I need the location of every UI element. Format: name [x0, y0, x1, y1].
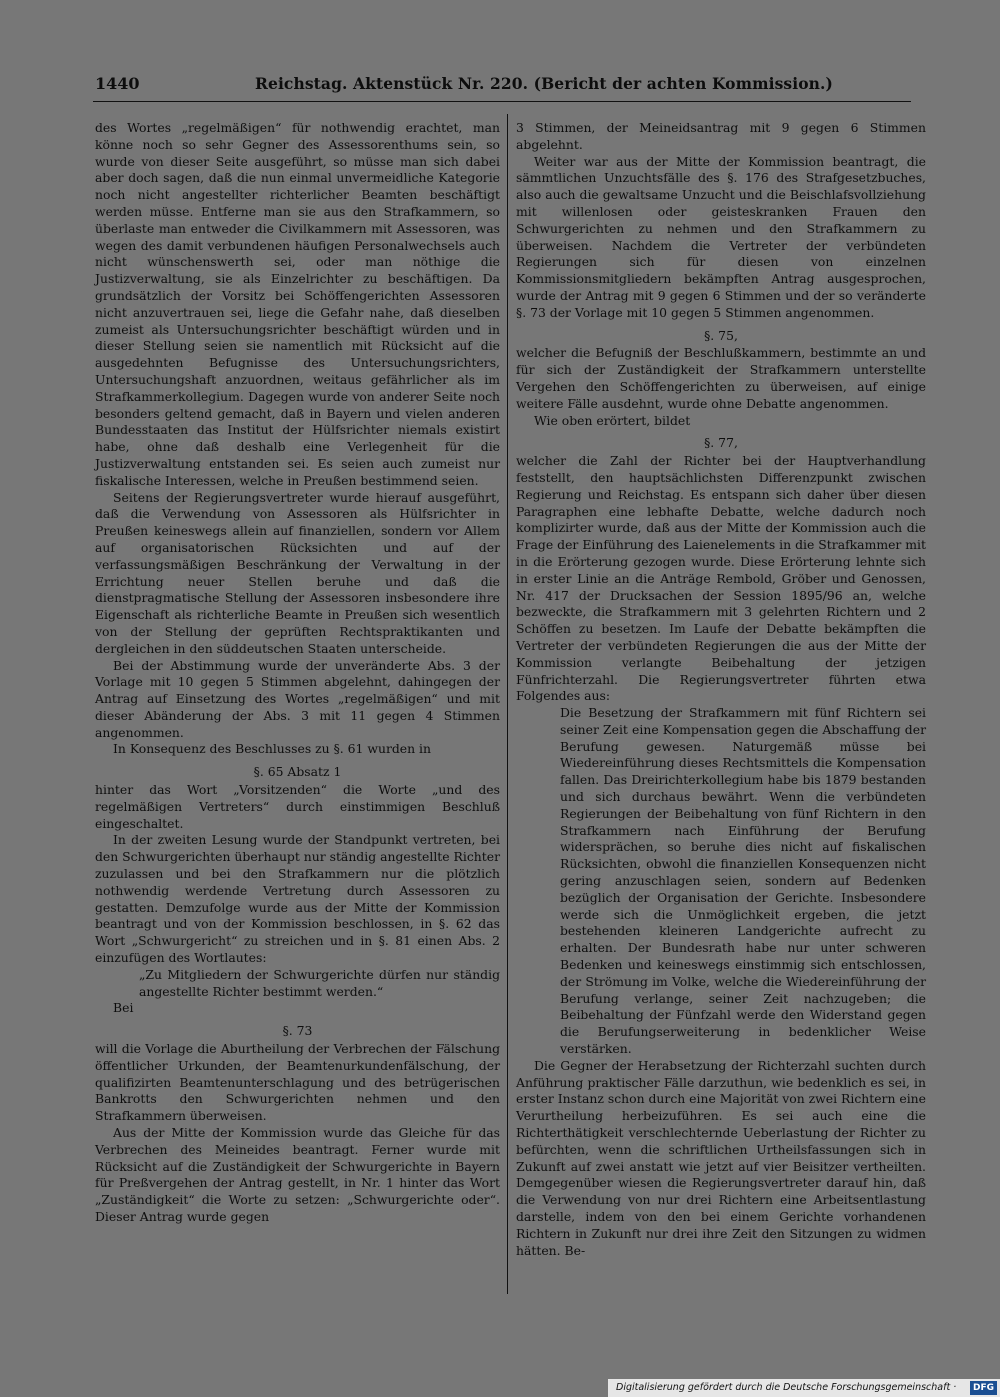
section-heading: §. 65 Absatz 1: [253, 764, 342, 780]
footer-banner: [608, 1379, 1000, 1397]
header-rule: [93, 101, 911, 102]
paragraph: des Wortes „regelmäßigen“ für nothwendig erachtet, man könne noch so sehr Gegner des Assessorenthums sein, so wurde von dieser Seite ausgeführt, so müsse man sich dabei aber doch sagen, daß die nun einmal unvermeidliche Kategorie noch nicht angestellter richterlicher Beamten beschäftigt werden müsse. Entferne man sie aus den Strafkammern, so überlaste man entweder die Civilkammern mit Assessoren, was wegen des damit verbundenen häufigen Personalwechsels auch nicht wünschenswerth sei, oder man nöthige die Justizverwaltung, sie als Einzelrichter zu beschäftigen. Da grundsätzlich der Vorsitz bei Schöffengerichten Assessoren nicht anzuvertrauen sei, liege die Gefahr nahe, daß dieselben zumeist als Untersuchungsrichter beschäftigt würden und in dieser Stellung seien sie namentlich mit Rücksicht auf die ausgedehnten Befugnisse des Untersuchungsrichters, Untersuchungshaft anzuordnen, weitaus gefährlicher als im Strafkammerkollegium. Dagegen wurde von anderer Seite noch besonders geltend gemacht, daß in Bayern und vielen anderen Bundesstaaten das Institut der Hülfsrichter niemals existirt habe, ohne daß deshalb eine Verlegenheit für die Justizverwaltung entstanden sei. Es seien auch zumeist nur fiskalische Interessen, welche in Preußen bestimmend seien.: [95, 120, 500, 488]
section-heading: §. 75,: [704, 327, 738, 343]
paragraph: In Konsequenz des Beschlusses zu §. 61 wurden in: [113, 741, 431, 757]
page-header: [95, 74, 910, 98]
paragraph: Weiter war aus der Mitte der Kommission beantragt, die sämmtlichen Unzuchtsfälle des §. 176 des Strafgesetzbuches, also auch die gewaltsame Unzucht und die Beischlafsvollziehung mit willenlosen oder geisteskranken Frauen den Schwurgerichten zu nehmen und den Strafkammern zu überweisen. Nachdem die Vertreter der verbündeten Regierungen sich für diesen von einzelnen Kommissionsmitgliedern bekämpften Antrag ausgesprochen, wurde der Antrag mit 9 gegen 6 Stimmen und der so veränderte §. 73 der Vorlage mit 10 gegen 5 Stimmen angenommen.: [516, 153, 926, 320]
left-column: [95, 120, 500, 1226]
right-column: [516, 120, 926, 1259]
paragraph: Bei: [113, 1000, 134, 1016]
quoted-text: „Zu Mitgliedern der Schwurgerichte dürfen nur ständig angestellte Richter bestimmt werden.“: [139, 966, 500, 999]
paragraph: hinter das Wort „Vorsitzenden“ die Worte „und des regelmäßigen Vertreters“ durch einstimmigen Beschluß eingeschaltet.: [95, 782, 500, 831]
paragraph: Aus der Mitte der Kommission wurde das Gleiche für das Verbrechen des Meineides beantragt. Ferner wurde mit Rücksicht auf die Zuständigkeit der Schwurgerichte in Bayern für Preßvergehen der Antrag gestellt, in Nr. 1 hinter das Wort „Zuständigkeit“ die Worte zu setzen: „Schwurgerichte oder“. Dieser Antrag wurde gegen: [95, 1125, 500, 1224]
page-number: 1440: [95, 74, 140, 93]
paragraph: welcher die Zahl der Richter bei der Hauptverhandlung feststellt, den hauptsächlichsten Differenzpunkt zwischen Regierung und Reichstag. Es entspann sich daher über diesen Paragraphen eine lebhafte Debatte, welche dadurch noch komplizirter wurde, daß aus der Mitte der Kommission auch die Frage der Einführung des Laienelements in die Strafkammer mit in die Erörterung gezogen wurde. Diese Erörterung lehnte sich in erster Linie an die Anträge Rembold, Gröber und Genossen, Nr. 417 der Drucksachen der Session 1895/96 an, welche bezweckte, die Strafkammern mit 3 gelehrten Richtern und 2 Schöffen zu besetzen. Im Laufe der Debatte bekämpften die Vertreter der verbündeten Regierungen die aus der Mitte der Kommission verlangte Beibehaltung der jetzigen Fünfrichterzahl. Die Regierungsvertreter führten etwa Folgendes aus:: [516, 453, 926, 704]
paragraph: welcher die Befugniß der Beschlußkammern, bestimmte an und für sich der Zuständigkeit der Strafkammern unterstellte Vergehen den Schöffengerichten zu überweisen, auf einige weitere Fälle ausdehnt, wurde ohne Debatte angenommen.: [516, 345, 926, 411]
paragraph: Wie oben erörtert, bildet: [534, 412, 691, 428]
paragraph: In der zweiten Lesung wurde der Standpunkt vertreten, bei den Schwurgerichten überhaupt nur ständig angestellte Richter zuzulassen und bei den Strafkammern nur die plötzlich nothwendig werdende Vertretung durch Assessoren zu gestatten. Demzufolge wurde aus der Mitte der Kommission beantragt und von der Kommission beschlossen, in §. 62 das Wort „Schwurgericht“ zu streichen und in §. 81 einen Abs. 2 einzufügen des Wortlautes:: [95, 832, 500, 966]
paragraph: Bei der Abstimmung wurde der unveränderte Abs. 3 der Vorlage mit 10 gegen 5 Stimmen abgelehnt, dahingegen der Antrag auf Einsetzung des Wortes „regelmäßigen“ und mit dieser Abänderung der Abs. 3 mit 11 gegen 4 Stimmen angenommen.: [95, 657, 500, 740]
paragraph: Die Gegner der Herabsetzung der Richterzahl suchten durch Anführung praktischer Fälle darzuthun, wie bedenklich es sei, in erster Instanz schon durch eine Majorität von zwei Richtern eine Verurtheilung herbeizuführen. Es sei auch eine die Richterthätigkeit verschlechternde Ueberlastung der Richter zu befürchten, wenn die schriftlichen Urtheilsfassungen sich in Zukunft auf zwei anstatt wie jetzt auf vier Beisitzer vertheilten. Demgegenüber wiesen die Regierungsvertreter darauf hin, daß die Verwendung von nur drei Richtern eine Arbeitsentlastung darstelle, indem von den bei einem Gerichte vorhandenen Richtern in Zukunft nur drei ihre Zeit den Sitzungen zu widmen hätten. Be-: [516, 1057, 926, 1258]
footer-credit: Digitalisierung gefördert durch die Deutsche Forschungsgemeinschaft ·: [616, 1382, 957, 1393]
paragraph: Seitens der Regierungsvertreter wurde hierauf ausgeführt, daß die Verwendung von Assessoren als Hülfsrichter in Preußen keineswegs allein auf finanziellen, sondern vor Allem auf organisatorischen Rücksichten und auf der verfassungsmäßigen Beschränkung der Verwaltung in der Errichtung neuer Stellen beruhe und daß die dienstpragmatische Stellung der Assessoren insbesondere ihre Eigenschaft als richterliche Beamte in Preußen sich wesentlich von der Stellung der geprüften Rechtspraktikanten und dergleichen in den süddeutschen Staaten unterscheide.: [95, 489, 500, 656]
section-heading: §. 77,: [704, 435, 738, 451]
dfg-logo: DFG: [970, 1381, 997, 1395]
running-title: Reichstag. Aktenstück Nr. 220. (Bericht der achten Kommission.): [255, 74, 833, 93]
quoted-text: Die Besetzung der Strafkammern mit fünf Richtern sei seiner Zeit eine Kompensation gegen die Abschaffung der Berufung gewesen. Naturgemäß müsse bei Wiedereinführung dieses Rechtsmittels die Kompensation fallen. Das Dreirichterkollegium habe bis 1879 bestanden und sich durchaus bewährt. Wenn die verbündeten Regierungen der Beibehaltung von fünf Richtern in den Strafkammern nach Einführung der Berufung widersprächen, so beruhe dies nicht auf fiskalischen Rücksichten, obwohl die finanziellen Konsequenzen nicht gering anzuschlagen seien, sondern auf Bedenken bezüglich der Organisation der Gerichte. Insbesondere werde sich die Unmöglichkeit ergeben, die jetzt bestehenden kleineren Landgerichte aufrecht zu erhalten. Der Bundesrath habe nur unter schweren Bedenken und keineswegs einstimmig sich entschlossen, der Strömung im Volke, welche die Wiedereinführung der Berufung verlange, seiner Zeit nachzugeben; die Beibehaltung der Fünfzahl werde den Widerstand gegen die Berufungserweiterung in bedenklicher Weise verstärken.: [560, 705, 926, 1057]
paragraph: will die Vorlage die Aburtheilung der Verbrechen der Fälschung öffentlicher Urkunden, der Beamtenurkundenfälschung, der qualifizirten Beamtenunterschlagung und des betrügerischen Bankrotts den Schwurgerichten nehmen und den Strafkammern überweisen.: [95, 1041, 500, 1124]
section-heading: §. 73: [282, 1023, 313, 1039]
column-divider: [507, 114, 508, 1294]
paragraph: 3 Stimmen, der Meineidsantrag mit 9 gegen 6 Stimmen abgelehnt.: [516, 120, 926, 152]
